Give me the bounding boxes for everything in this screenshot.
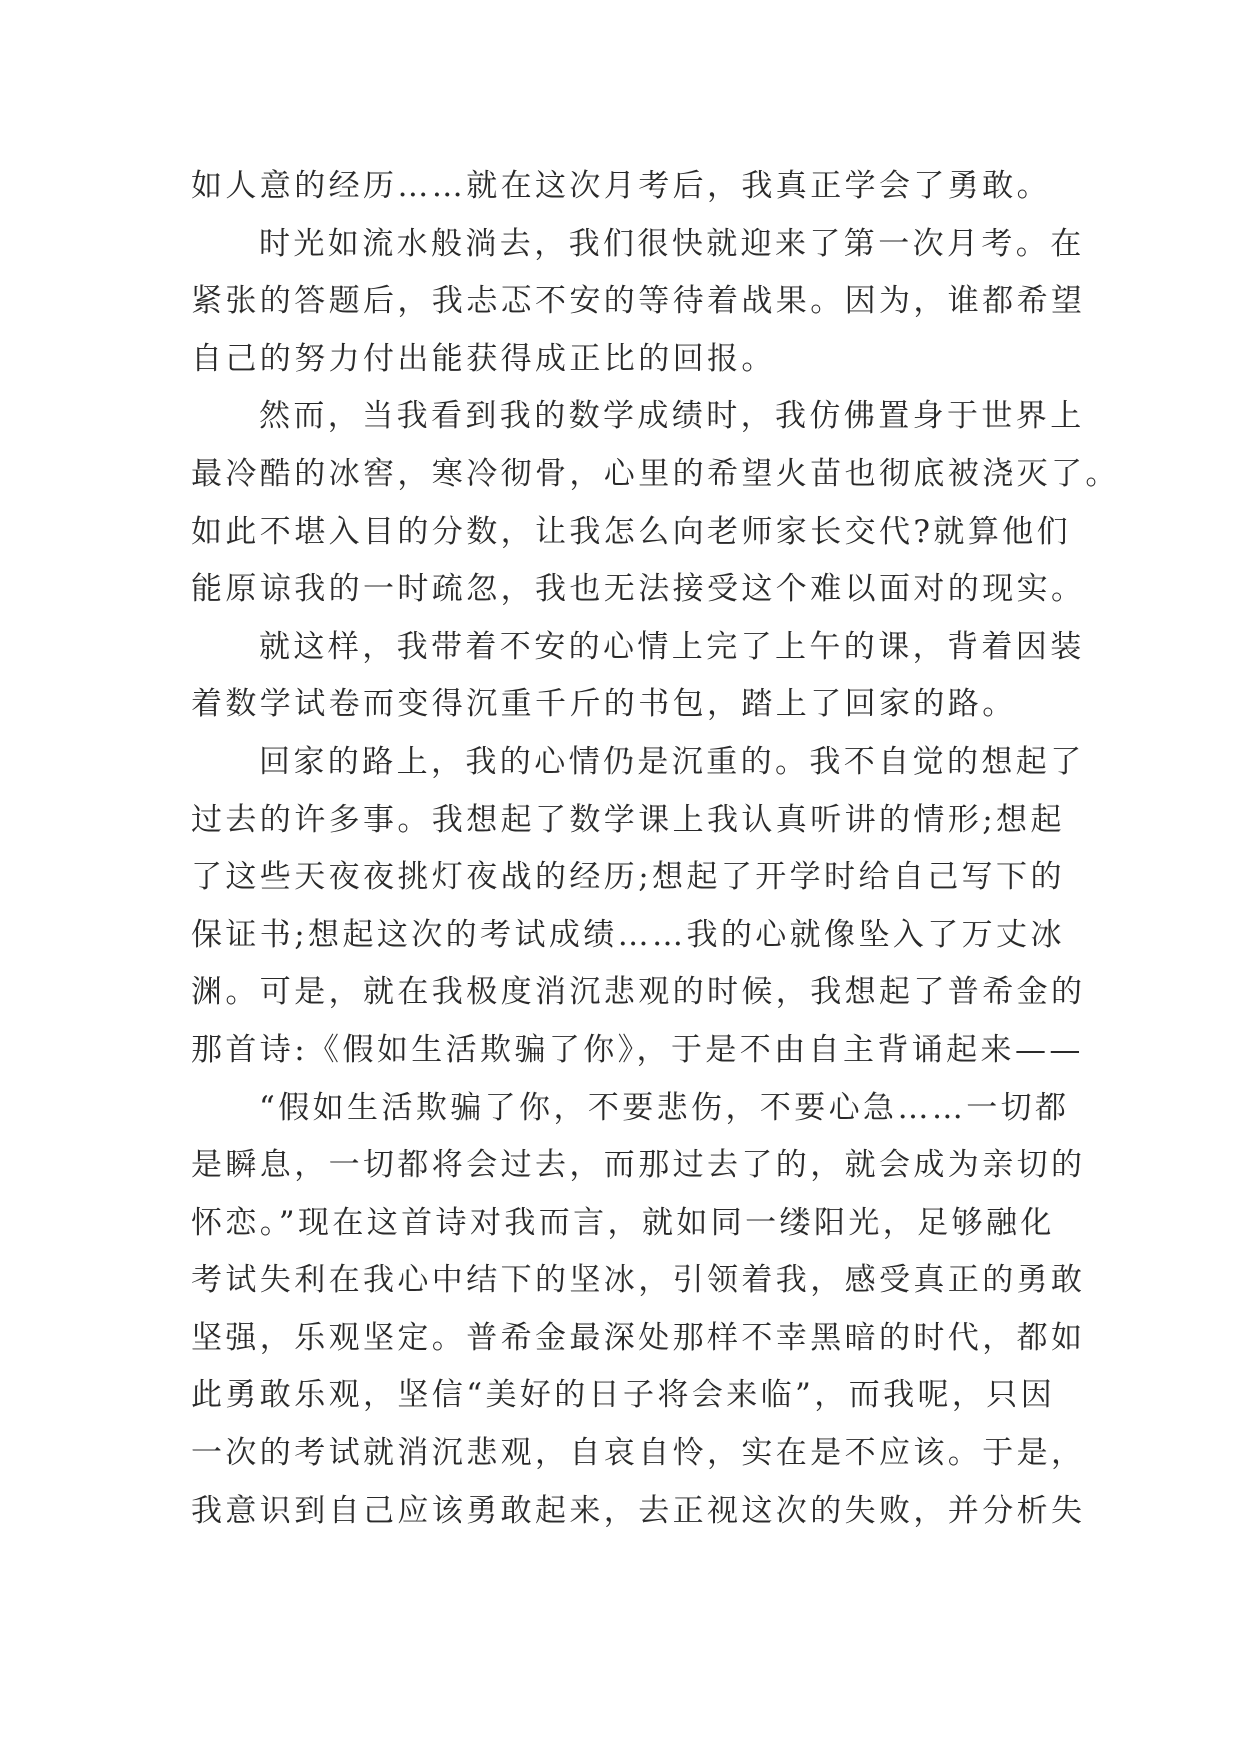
text-line: 紧张的答题后，我忐忑不安的等待着战果。因为，谁都希望 bbox=[191, 283, 1086, 320]
text-line: 坚强，乐观坚定。普希金最深处那样不幸黑暗的时代，都如 bbox=[191, 1319, 1086, 1356]
text-line: 此勇敢乐观，坚信“美好的日子将会来临”，而我呢，只因 bbox=[191, 1377, 1056, 1414]
text-line: 了这些天夜夜挑灯夜战的经历;想起了开学时给自己写下的 bbox=[191, 859, 1065, 896]
text-line: 最冷酷的冰窖，寒冷彻骨，心里的希望火苗也彻底被浇灭了。 bbox=[191, 455, 1120, 492]
text-line: 是瞬息，一切都将会过去，而那过去了的，就会成为亲切的 bbox=[191, 1147, 1086, 1184]
text-line: 那首诗:《假如生活欺骗了你》，于是不由自主背诵起来—— bbox=[191, 1031, 1084, 1068]
text-line: 能原谅我的一时疏忽，我也无法接受这个难以面对的现实。 bbox=[191, 571, 1086, 608]
text-line: 着数学试卷而变得沉重千斤的书包，踏上了回家的路。 bbox=[191, 686, 1017, 723]
paragraph-start-line: 然而，当我看到我的数学成绩时，我仿佛置身于世界上 bbox=[259, 398, 1085, 435]
text-line: 考试失利在我心中结下的坚冰，引领着我，感受真正的勇敢 bbox=[191, 1262, 1086, 1299]
paragraph-start-line: 回家的路上，我的心情仍是沉重的。我不自觉的想起了 bbox=[259, 743, 1085, 780]
body-text bbox=[191, 158, 1120, 1540]
text-line: 过去的许多事。我想起了数学课上我认真听讲的情形;想起 bbox=[191, 801, 1065, 838]
text-line: 如此不堪入目的分数，让我怎么向老师家长交代?就算他们 bbox=[191, 513, 1072, 550]
paragraph-start-line: 时光如流水般淌去，我们很快就迎来了第一次月考。在 bbox=[259, 225, 1085, 262]
text-line: 保证书;想起这次的考试成绩……我的心就像坠入了万丈冰 bbox=[191, 916, 1065, 953]
text-line: 自己的努力付出能获得成正比的回报。 bbox=[191, 340, 776, 377]
text-line: 怀恋。”现在这首诗对我而言，就如同一缕阳光，足够融化 bbox=[191, 1204, 1055, 1241]
text-line: 渊。可是，就在我极度消沉悲观的时候，我想起了普希金的 bbox=[191, 974, 1086, 1011]
text-line: 一次的考试就消沉悲观，自哀自怜，实在是不应该。于是， bbox=[191, 1435, 1086, 1472]
paragraph-start-line: “假如生活欺骗了你，不要悲伤，不要心急……一切都 bbox=[259, 1089, 1070, 1126]
text-line: 我意识到自己应该勇敢起来，去正视这次的失败，并分析失 bbox=[191, 1492, 1086, 1529]
paragraph-start-line: 就这样，我带着不安的心情上完了上午的课，背着因装 bbox=[259, 628, 1085, 665]
text-line: 如人意的经历……就在这次月考后，我真正学会了勇敢。 bbox=[191, 168, 1051, 204]
